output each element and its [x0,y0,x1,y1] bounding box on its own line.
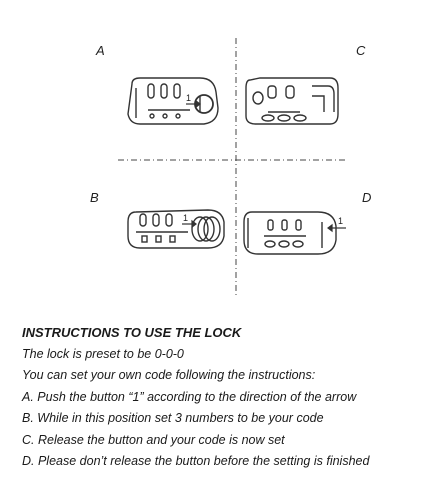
release-arrow-d [328,225,346,231]
button-label-b: 1 [183,213,189,223]
panel-label-b: B [90,190,99,205]
lock-drawing-b [128,210,224,248]
lock-drawing-a [128,78,218,124]
button-label-a: 1 [186,93,192,103]
instruction-line: C. Release the button and your code is now set [22,432,285,447]
lock-drawing-c [246,78,338,124]
instruction-line: B. While in this position set 3 numbers to be your code [22,411,324,425]
panel-label-a: A [96,43,105,58]
panel-label-d: D [362,190,372,205]
instruction-line: The lock is preset to be 0-0-0 [22,346,184,361]
button-label-d: 1 [338,216,344,226]
instruction-line: You can set your own code following the instructions: [22,368,316,382]
instructions-heading: INSTRUCTIONS TO USE THE LOCK [22,325,242,340]
instruction-line: D. Please don’t release the button before the setting is finished [22,454,370,468]
instruction-line: A. Push the button “1” according to the direction of the arrow [22,389,357,404]
panel-label-c: C [356,43,366,58]
instructions-block [22,322,422,473]
lock-drawing-d [244,212,336,254]
